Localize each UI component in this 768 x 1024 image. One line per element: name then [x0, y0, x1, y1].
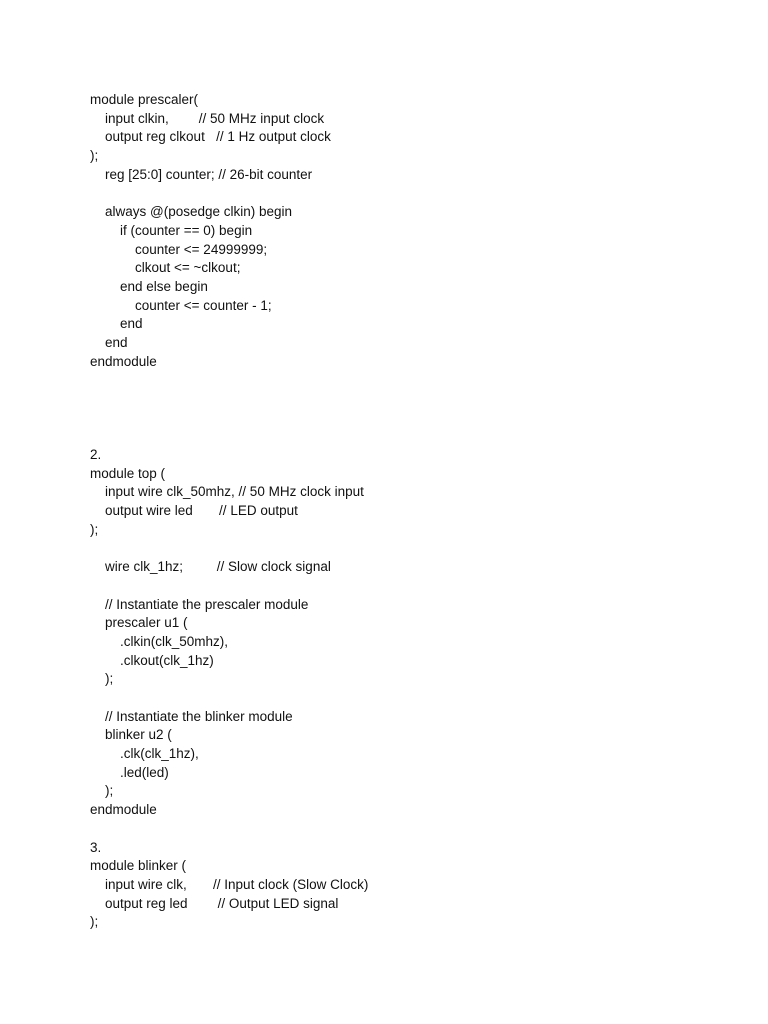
- code-line: module prescaler(: [90, 92, 199, 107]
- code-line: .clk(clk_1hz),: [90, 746, 199, 762]
- code-line: .clkout(clk_1hz): [90, 652, 214, 668]
- blank-line: [90, 820, 730, 839]
- code-line: .led(led): [90, 764, 169, 780]
- code-line: // Instantiate the blinker module: [90, 708, 293, 724]
- code-line: );: [90, 783, 114, 799]
- code-line: module blinker (: [90, 858, 187, 874]
- blank-line: [90, 689, 730, 708]
- code-line: clkout <= ~clkout;: [90, 260, 241, 276]
- code-line: prescaler u1 (: [90, 615, 188, 631]
- blank-line: [90, 371, 730, 390]
- blank-line: [90, 409, 730, 428]
- blank-line: [90, 184, 730, 203]
- code-line: if (counter == 0) begin: [90, 222, 253, 238]
- code-line: 2.: [90, 447, 102, 463]
- blank-line: [90, 540, 730, 559]
- code-line: end else begin: [90, 278, 208, 294]
- code-line: .clkin(clk_50mhz),: [90, 633, 229, 649]
- code-line: end: [90, 334, 128, 350]
- code-line: endmodule: [90, 353, 157, 369]
- code-line: input clkin, // 50 MHz input clock: [90, 110, 325, 126]
- code-line: blinker u2 (: [90, 727, 172, 743]
- code-line: 3.: [90, 839, 102, 855]
- code-line: output reg clkout // 1 Hz output clock: [90, 129, 331, 145]
- code-line: );: [90, 914, 99, 930]
- code-line: endmodule: [90, 802, 157, 818]
- code-line: counter <= 24999999;: [90, 241, 268, 257]
- code-line: end: [90, 316, 143, 332]
- code-line: module top (: [90, 465, 166, 481]
- code-line: // Instantiate the prescaler module: [90, 596, 309, 612]
- code-line: );: [90, 148, 99, 164]
- blank-line: [90, 427, 730, 446]
- document-page: [90, 91, 730, 932]
- code-line: always @(posedge clkin) begin: [90, 204, 293, 220]
- code-line: );: [90, 671, 114, 687]
- code-line: );: [90, 521, 99, 537]
- code-line: output wire led // LED output: [90, 503, 298, 519]
- blank-line: [90, 577, 730, 596]
- code-line: input wire clk_50mhz, // 50 MHz clock input: [90, 484, 364, 500]
- code-line: input wire clk, // Input clock (Slow Clock): [90, 876, 369, 892]
- code-line: counter <= counter - 1;: [90, 297, 272, 313]
- code-line: reg [25:0] counter; // 26-bit counter: [90, 166, 313, 182]
- blank-line: [90, 390, 730, 409]
- code-line: output reg led // Output LED signal: [90, 895, 339, 911]
- code-line: wire clk_1hz; // Slow clock signal: [90, 559, 331, 575]
